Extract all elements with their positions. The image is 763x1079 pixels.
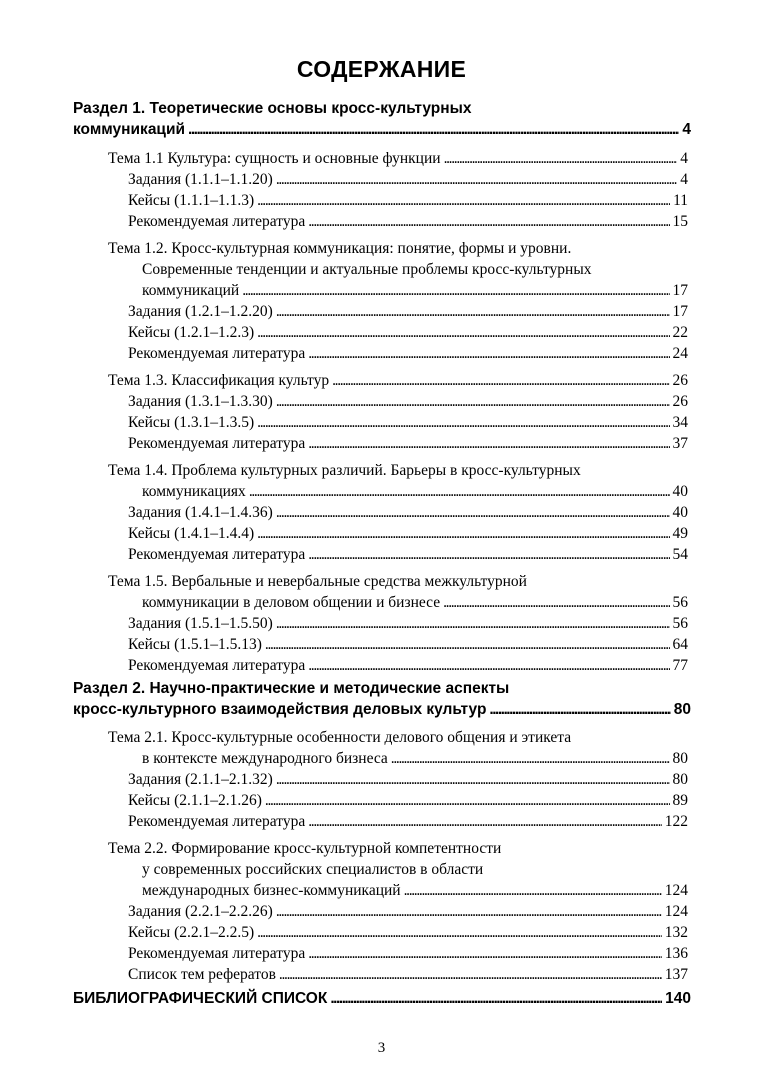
page-ref: 26 xyxy=(672,393,688,410)
toc-entry-literature[interactable] xyxy=(128,435,688,456)
toc-entry-literature[interactable] xyxy=(128,945,688,966)
leader-dots xyxy=(257,414,669,432)
topic-2-1-title-line1: Тема 2.1. Кросс-культурные особенности делового общения и этикета xyxy=(108,729,572,746)
leader-dots xyxy=(188,121,679,139)
leader-dots xyxy=(308,813,662,831)
leader-dots xyxy=(276,171,677,189)
leader-dots xyxy=(257,924,662,942)
leader-dots xyxy=(308,435,669,453)
leader-dots xyxy=(308,345,669,363)
topic-title: коммуникаций xyxy=(142,282,240,299)
entry-label: Кейсы (2.2.1–2.2.5) xyxy=(128,924,255,941)
leader-dots xyxy=(443,594,669,612)
topic-title: международных бизнес-коммуникаций xyxy=(142,882,401,899)
leader-dots xyxy=(242,282,669,300)
page-ref: 124 xyxy=(664,903,688,920)
toc-entry-topic-1-2[interactable] xyxy=(142,282,688,303)
leader-dots xyxy=(276,615,670,633)
entry-label: Задания (2.1.1–2.1.32) xyxy=(128,771,273,788)
leader-dots xyxy=(332,372,669,390)
leader-dots xyxy=(276,303,670,321)
page-ref: 137 xyxy=(664,966,688,983)
leader-dots xyxy=(279,966,662,984)
entry-label: Рекомендуемая литература xyxy=(128,813,306,830)
leader-dots xyxy=(404,882,662,900)
toc-entry-cases[interactable] xyxy=(128,525,688,546)
leader-dots xyxy=(265,636,670,654)
leader-dots xyxy=(391,750,670,768)
entry-label: Задания (1.3.1–1.3.30) xyxy=(128,393,273,410)
topic-1-4-title-line1: Тема 1.4. Проблема культурных различий. Барьеры в кросс-культурных xyxy=(108,462,581,479)
entry-label: Рекомендуемая литература xyxy=(128,657,306,674)
page-ref: 4 xyxy=(682,121,691,138)
page-ref: 54 xyxy=(672,546,688,563)
topic-title: Тема 1.1 Культура: сущность и основные функции xyxy=(108,150,441,167)
page-ref: 89 xyxy=(672,792,688,809)
entry-label: Задания (1.1.1–1.1.20) xyxy=(128,171,273,188)
section-2-title-line1: Раздел 2. Научно-практические и методические аспекты xyxy=(73,680,510,697)
topic-1-2-title-line2: Современные тенденции и актуальные проблемы кросс-культурных xyxy=(142,261,592,278)
toc-entry-section-1[interactable] xyxy=(73,121,691,142)
leader-dots xyxy=(276,393,670,411)
toc-entry-tasks[interactable] xyxy=(128,393,688,414)
page-ref: 49 xyxy=(672,525,688,542)
bibliography-title: БИБЛИОГРАФИЧЕСКИЙ СПИСОК xyxy=(73,990,328,1007)
section-2-title-line2: кросс-культурного взаимодействия деловых культур xyxy=(73,701,487,718)
page-ref: 4 xyxy=(680,171,688,188)
section-1-title-line2: коммуникаций xyxy=(73,121,186,138)
entry-label: Задания (1.5.1–1.5.50) xyxy=(128,615,273,632)
toc-entry-literature[interactable] xyxy=(128,345,688,366)
page-ref: 64 xyxy=(672,636,688,653)
toc-entry-topic-1-5[interactable] xyxy=(142,594,688,615)
entry-label: Кейсы (1.3.1–1.3.5) xyxy=(128,414,255,431)
entry-label: Рекомендуемая литература xyxy=(128,435,306,452)
page-ref: 26 xyxy=(672,372,688,389)
toc-entry-essay-topics[interactable] xyxy=(128,966,688,987)
page-ref: 17 xyxy=(672,303,688,320)
entry-label: Рекомендуемая литература xyxy=(128,945,306,962)
entry-label: Рекомендуемая литература xyxy=(128,345,306,362)
page-ref: 140 xyxy=(665,990,691,1007)
topic-2-2-title-line2: у современных российских специалистов в области xyxy=(142,861,484,878)
page-ref: 34 xyxy=(672,414,688,431)
page-ref: 77 xyxy=(672,657,688,674)
section-1-title-line1: Раздел 1. Теоретические основы кросс-культурных xyxy=(73,100,472,117)
leader-dots xyxy=(308,546,669,564)
entry-label: Список тем рефератов xyxy=(128,966,276,983)
toc-entry-bibliography[interactable] xyxy=(73,990,691,1011)
page-ref: 80 xyxy=(673,701,691,718)
topic-title: в контексте международного бизнеса xyxy=(142,750,388,767)
toc-entry-topic-2-2[interactable] xyxy=(142,882,688,903)
entry-label: Задания (1.4.1–1.4.36) xyxy=(128,504,273,521)
toc-entry-literature[interactable] xyxy=(128,813,688,834)
page-ref: 124 xyxy=(664,882,688,899)
page-ref: 22 xyxy=(672,324,688,341)
page-ref: 40 xyxy=(672,483,688,500)
topic-1-5-title-line1: Тема 1.5. Вербальные и невербальные средства межкультурной xyxy=(108,573,527,590)
toc-entry-topic-2-1[interactable] xyxy=(142,750,688,771)
toc-entry-literature[interactable] xyxy=(128,213,688,234)
toc-entry-literature[interactable] xyxy=(128,657,688,678)
toc-entry-tasks[interactable] xyxy=(128,171,688,192)
entry-label: Кейсы (1.5.1–1.5.13) xyxy=(128,636,262,653)
page-ref: 40 xyxy=(672,504,688,521)
toc-entry-cases[interactable] xyxy=(128,636,688,657)
entry-label: Кейсы (1.4.1–1.4.4) xyxy=(128,525,255,542)
toc-entry-section-2[interactable] xyxy=(73,701,691,722)
entry-label: Рекомендуемая литература xyxy=(128,546,306,563)
toc-entry-literature[interactable] xyxy=(128,546,688,567)
page-ref: 56 xyxy=(672,615,688,632)
leader-dots xyxy=(257,192,670,210)
entry-label: Кейсы (2.1.1–2.1.26) xyxy=(128,792,262,809)
entry-label: Рекомендуемая литература xyxy=(128,213,306,230)
toc-entry-tasks[interactable] xyxy=(128,303,688,324)
topic-title: коммуникациях xyxy=(142,483,246,500)
toc-entry-tasks[interactable] xyxy=(128,771,688,792)
entry-label: Кейсы (1.1.1–1.1.3) xyxy=(128,192,255,209)
toc-entry-cases[interactable] xyxy=(128,792,688,813)
toc-entry-topic-1-1[interactable] xyxy=(108,150,688,171)
toc-entry-cases[interactable] xyxy=(128,192,688,213)
leader-dots xyxy=(257,525,669,543)
page-ref: 17 xyxy=(672,282,688,299)
leader-dots xyxy=(276,504,670,522)
toc-entry-cases[interactable] xyxy=(128,924,688,945)
leader-dots xyxy=(257,324,669,342)
leader-dots xyxy=(276,771,670,789)
page-number: 3 xyxy=(377,1040,386,1056)
leader-dots xyxy=(265,792,670,810)
page-ref: 15 xyxy=(672,213,688,230)
leader-dots xyxy=(308,213,669,231)
page-ref: 4 xyxy=(680,150,688,167)
toc-entry-topic-1-4[interactable] xyxy=(142,483,688,504)
entry-label: Кейсы (1.2.1–1.2.3) xyxy=(128,324,255,341)
entry-label: Задания (2.2.1–2.2.26) xyxy=(128,903,273,920)
page-ref: 80 xyxy=(672,750,688,767)
toc-entry-cases[interactable] xyxy=(128,324,688,345)
toc-entry-topic-1-3[interactable] xyxy=(108,372,688,393)
leader-dots xyxy=(276,903,662,921)
page-ref: 24 xyxy=(672,345,688,362)
leader-dots xyxy=(308,945,662,963)
leader-dots xyxy=(249,483,670,501)
topic-2-2-title-line1: Тема 2.2. Формирование кросс-культурной компетентности xyxy=(108,840,502,857)
toc-entry-cases[interactable] xyxy=(128,414,688,435)
topic-title: Тема 1.3. Классификация культур xyxy=(108,372,330,389)
page-ref: 136 xyxy=(664,945,688,962)
page-title: СОДЕРЖАНИЕ xyxy=(296,56,467,82)
toc-entry-tasks[interactable] xyxy=(128,615,688,636)
page-ref: 56 xyxy=(672,594,688,611)
entry-label: Задания (1.2.1–1.2.20) xyxy=(128,303,273,320)
leader-dots xyxy=(330,990,662,1008)
toc-entry-tasks[interactable] xyxy=(128,903,688,924)
leader-dots xyxy=(444,150,678,168)
topic-1-2-title-line1: Тема 1.2. Кросс-культурная коммуникация: понятие, формы и уровни. xyxy=(108,240,572,257)
page-ref: 122 xyxy=(664,813,688,830)
leader-dots xyxy=(489,701,670,719)
topic-title: коммуникации в деловом общении и бизнесе xyxy=(142,594,441,611)
page-ref: 37 xyxy=(672,435,688,452)
leader-dots xyxy=(308,657,669,675)
page-ref: 11 xyxy=(673,192,688,209)
page-ref: 80 xyxy=(672,771,688,788)
toc-entry-tasks[interactable] xyxy=(128,504,688,525)
page-ref: 132 xyxy=(664,924,688,941)
